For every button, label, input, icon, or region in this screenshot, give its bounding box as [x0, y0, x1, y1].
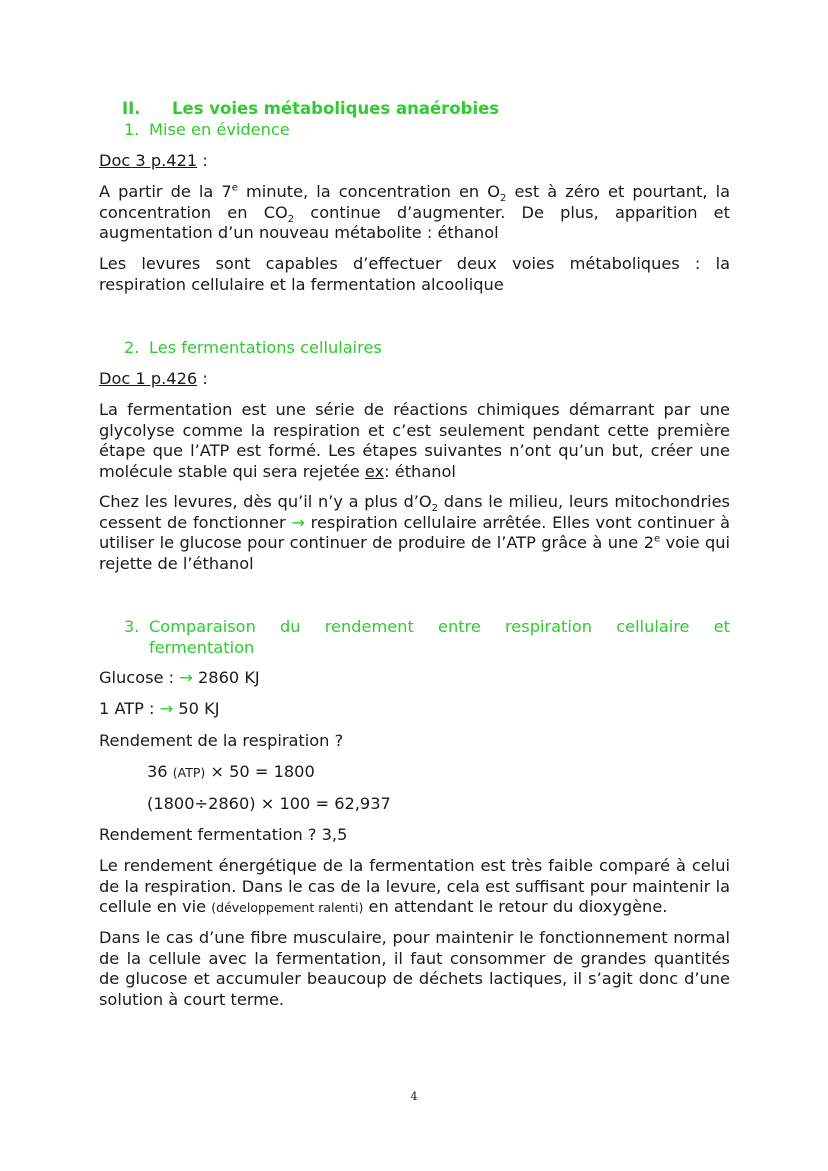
subsection-1-title: Mise en évidence: [149, 120, 290, 139]
doc-reference-2: Doc 1 p.426 :: [99, 369, 208, 388]
arrow-icon: →: [291, 512, 305, 532]
calculation-2: (1800÷2860) × 100 = 62,937: [147, 794, 391, 813]
section-number: II.: [122, 99, 141, 118]
page-number: 4: [410, 1090, 418, 1103]
subsection-2-heading: [124, 338, 724, 359]
doc-ref-link: Doc 1 p.426: [99, 369, 198, 388]
subsection-3-title-line-2: fermentation: [149, 637, 255, 657]
glucose-energy: Glucose : → 2860 KJ: [99, 668, 260, 687]
subsection-3-number: 3.: [124, 617, 140, 636]
doc-reference-1: Doc 3 p.421 :: [99, 151, 208, 170]
paragraph-levures-mitochondries: Chez les levures, dès qu’il n’y a plus $d’O_2$ dans le milieu, leurs mitochondries cessent de fonctionner → respiration cellulaire arrêtée. Elles vont continuer à utiliser le glucose pour continuer de produire de l’ATP grâce à une 2e voie qui rejette de l’éthanol: [99, 492, 731, 573]
question-rendement-respiration: Rendement de la respiration ?: [99, 731, 344, 750]
section-title: Les voies métaboliques anaérobies: [172, 99, 500, 118]
paragraph-rendement-energetique: Le rendement énergétique de la fermentation est très faible comparé à celui de la respiration. Dans le cas de la levure, cela est suffisant pour maintenir la cellule en vie (développement ralenti) en attendant le retour du dioxygène.: [99, 856, 730, 916]
paragraph-o2-concentration: A partir de la 7e minute, la concentration en $O_2$ est à zéro et pourtant, la concentration en $CO_2$ continue d’augmenter. De plus, apparition et augmentation d’un nouveau métabolite : éthanol: [99, 182, 730, 242]
question-rendement-fermentation: Rendement fermentation ? 3,5: [99, 825, 348, 844]
paragraph-fibre-musculaire: Dans le cas d’une fibre musculaire, pour maintenir le fonctionnement normal de la cellule avec la fermentation, il faut consommer de grandes quantités de glucose et accumuler beaucoup de déchets lactiques, il s’agit donc d’une solution à court terme.: [99, 928, 730, 1009]
paragraph-levures: Les levures sont capables d’effectuer deux voies métaboliques : la respiration cellulaire et la fermentation alcoolique: [99, 254, 730, 294]
subsection-1-number: 1.: [124, 120, 140, 139]
subsection-3-heading: [124, 617, 730, 658]
doc-ref-link: Doc 3 p.421: [99, 151, 198, 170]
arrow-icon: →: [159, 699, 174, 718]
section-heading: [122, 99, 722, 120]
subsection-2-number: 2.: [124, 338, 140, 357]
paragraph-fermentation-definition: La fermentation est une série de réactions chimiques démarrant par une glycolyse comme la respiration et c’est seulement pendant cette première étape que l’ATP est formé. Les étapes suivantes n’ont qu’un but, créer une molécule stable qui sera rejetée ex: éthanol: [99, 400, 730, 481]
subsection-3-title-line-1: Comparaison du rendement entre respiration cellulaire et: [149, 617, 730, 636]
calculation-1: 36 (ATP) × 50 = 1800: [147, 762, 315, 781]
atp-energy: 1 ATP : → 50 KJ: [99, 699, 220, 718]
subsection-2-title: Les fermentations cellulaires: [149, 338, 382, 357]
arrow-icon: →: [179, 668, 193, 687]
subsection-1-heading: [124, 120, 724, 141]
